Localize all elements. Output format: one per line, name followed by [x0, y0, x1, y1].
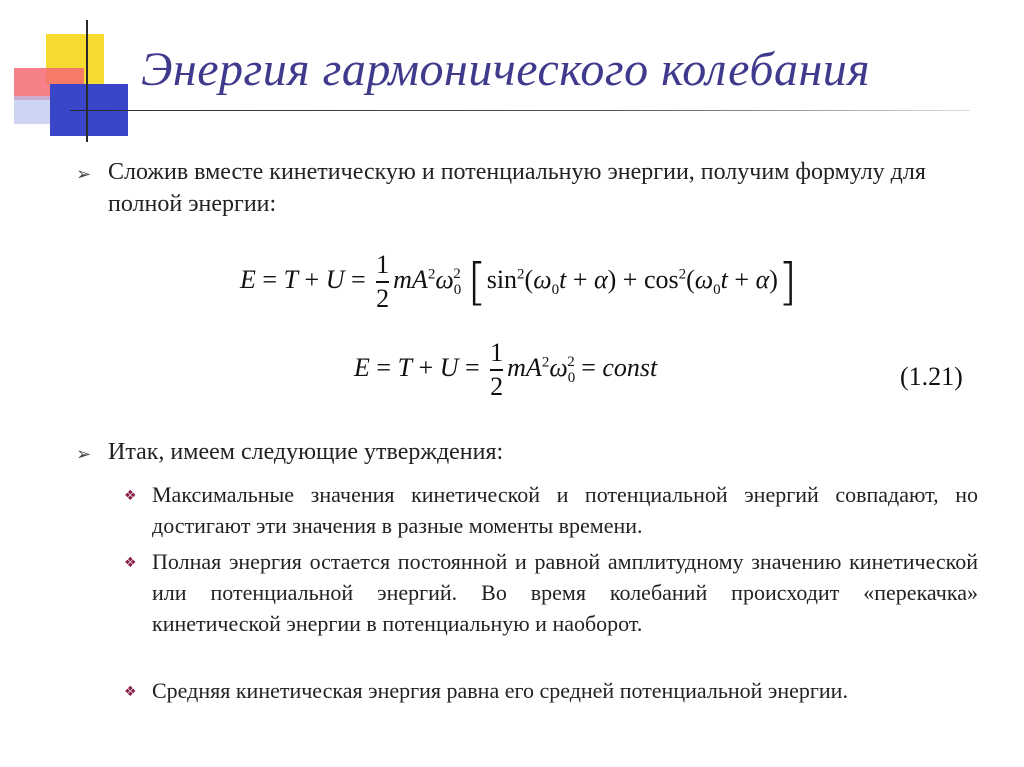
formula-energy-expanded: E = T + U = $\frac{1}{2}$ $mA^2\omega_0^2$ $[\sin^2(\omega_0t + \alpha) + \cos^2(\omega_0t + \alpha)]$: [240, 250, 798, 313]
diamond-bullet-icon: ❖: [124, 488, 137, 504]
arrow-bullet-icon: ➢: [76, 164, 92, 185]
equation-number: (1.21): [900, 362, 963, 391]
list-item: Максимальные значения кинетической и потенциальной энергий совпадают, но достигают эти значения в разные моменты времени.: [152, 482, 978, 538]
title-underline: [70, 110, 970, 111]
formula-energy-const: E = T + U = $\frac{1}{2}$ $mA^2\omega_0^2$ = const: [354, 338, 658, 401]
right-bracket: ]: [777, 253, 798, 311]
fraction-one-half-2: $\frac{1}{2}$: [490, 338, 504, 401]
slide-title: Энергия гармонического колебания: [141, 43, 871, 96]
list-item: Полная энергия остается постоянной и равной амплитудному значению кинетической или потенциальной энергий. Во время колебаний происходит «перекачка» кинетической энергии в потенциальную и наоборот.: [152, 549, 978, 636]
diamond-bullet-icon: ❖: [124, 684, 137, 700]
list-item: Средняя кинетическая энергия равна его средней потенциальной энергии.: [152, 678, 848, 703]
left-bracket: [: [467, 253, 487, 311]
arrow-bullet-icon: ➢: [76, 444, 92, 465]
decor-vertical-line: [86, 20, 88, 142]
fraction-one-half: $\frac{1}{2}$: [376, 250, 390, 313]
statements-heading: Итак, имеем следующие утверждения:: [108, 439, 504, 465]
diamond-bullet-icon: ❖: [124, 555, 137, 571]
intro-paragraph: Сложив вместе кинетическую и потенциальную энергии, получим формулу для полной энергии:: [108, 159, 926, 217]
